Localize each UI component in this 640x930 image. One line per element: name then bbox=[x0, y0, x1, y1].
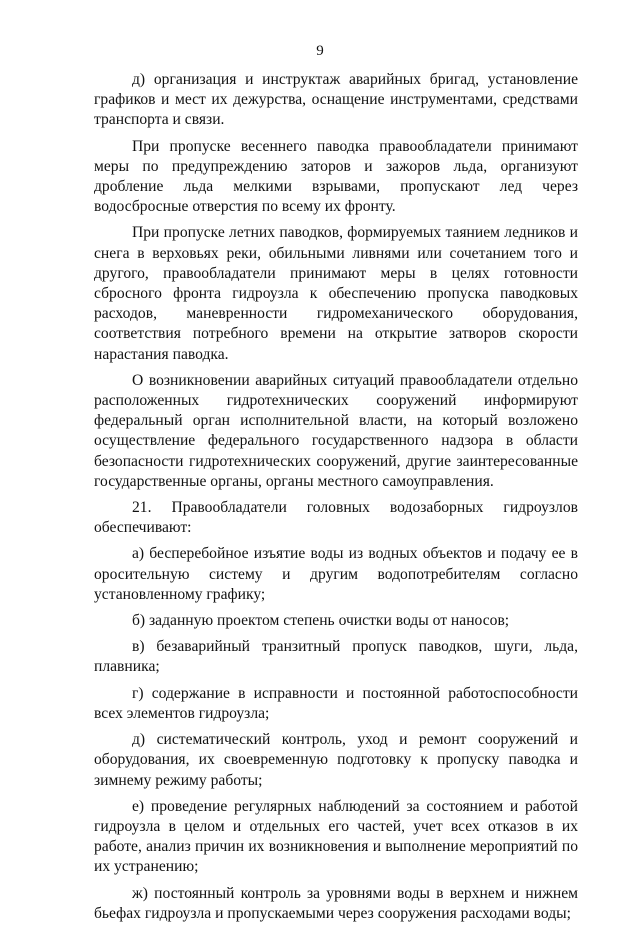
paragraph-section-21: 21. Правообладатели головных водозаборных гидроузлов обеспечивают: bbox=[94, 499, 578, 537]
list-item-v: в) безаварийный транзитный пропуск паводков, шуги, льда, плавника; bbox=[94, 638, 578, 676]
document-body bbox=[94, 70, 578, 930]
page-number: 9 bbox=[316, 43, 324, 59]
list-item-b: б) заданную проектом степень очистки воды от наносов; bbox=[132, 612, 510, 630]
list-item-e: е) проведение регулярных наблюдений за состоянием и работой гидроузла в целом и отдельных его частей, учет всех отказов в их работе, анализ причин их возникновения и выполнение мероприятий по их устранению; bbox=[94, 797, 578, 876]
paragraph-summer-floods: При пропуске летних паводков, формируемых таянием ледников и снега в верховьях реки, обильными ливнями или сочетанием того и другого, правообладатели принимают меры в целях готовности сбросного фронта гидроузла к обеспечению пропуска паводковых расходов, маневренности гидромеханического оборудования, соответствия потребного времени на открытие затворов скорости нарастания паводка. bbox=[94, 224, 578, 363]
paragraph-emergency-reporting: О возникновении аварийных ситуаций правообладатели отдельно расположенных гидротехнических сооружений информируют федеральный орган исполнительной власти, на который возложено осуществление федерального государственного надзора в области безопасности гидротехнических сооружений, другие заинтересованные государственные органы, органы местного самоуправления. bbox=[94, 371, 578, 490]
paragraph-d-emergency-teams: д) организация и инструктаж аварийных бригад, установление графиков и мест их дежурства, оснащение инструментами, средствами транспорта и связи. bbox=[94, 71, 578, 129]
list-item-a: а) бесперебойное изъятие воды из водных объектов и подачу ее в оросительную систему и другим водопотребителям согласно установленному графику; bbox=[94, 545, 578, 603]
list-item-zh: ж) постоянный контроль за уровнями воды в верхнем и нижнем бьефах гидроузла и пропускаемыми через сооружения расходами воды; bbox=[94, 884, 578, 922]
list-item-d: д) систематический контроль, уход и ремонт сооружений и оборудования, их своевременную подготовку к пропуску паводка и зимнему режиму работы; bbox=[94, 731, 578, 789]
paragraph-spring-flood: При пропуске весеннего паводка правообладатели принимают меры по предупреждению заторов и зажоров льда, организуют дробление льда мелкими взрывами, пропускают лед через водосбросные отверстия по всему их фронту. bbox=[94, 137, 578, 216]
list-item-g: г) содержание в исправности и постоянной работоспособности всех элементов гидроузла; bbox=[94, 684, 578, 722]
